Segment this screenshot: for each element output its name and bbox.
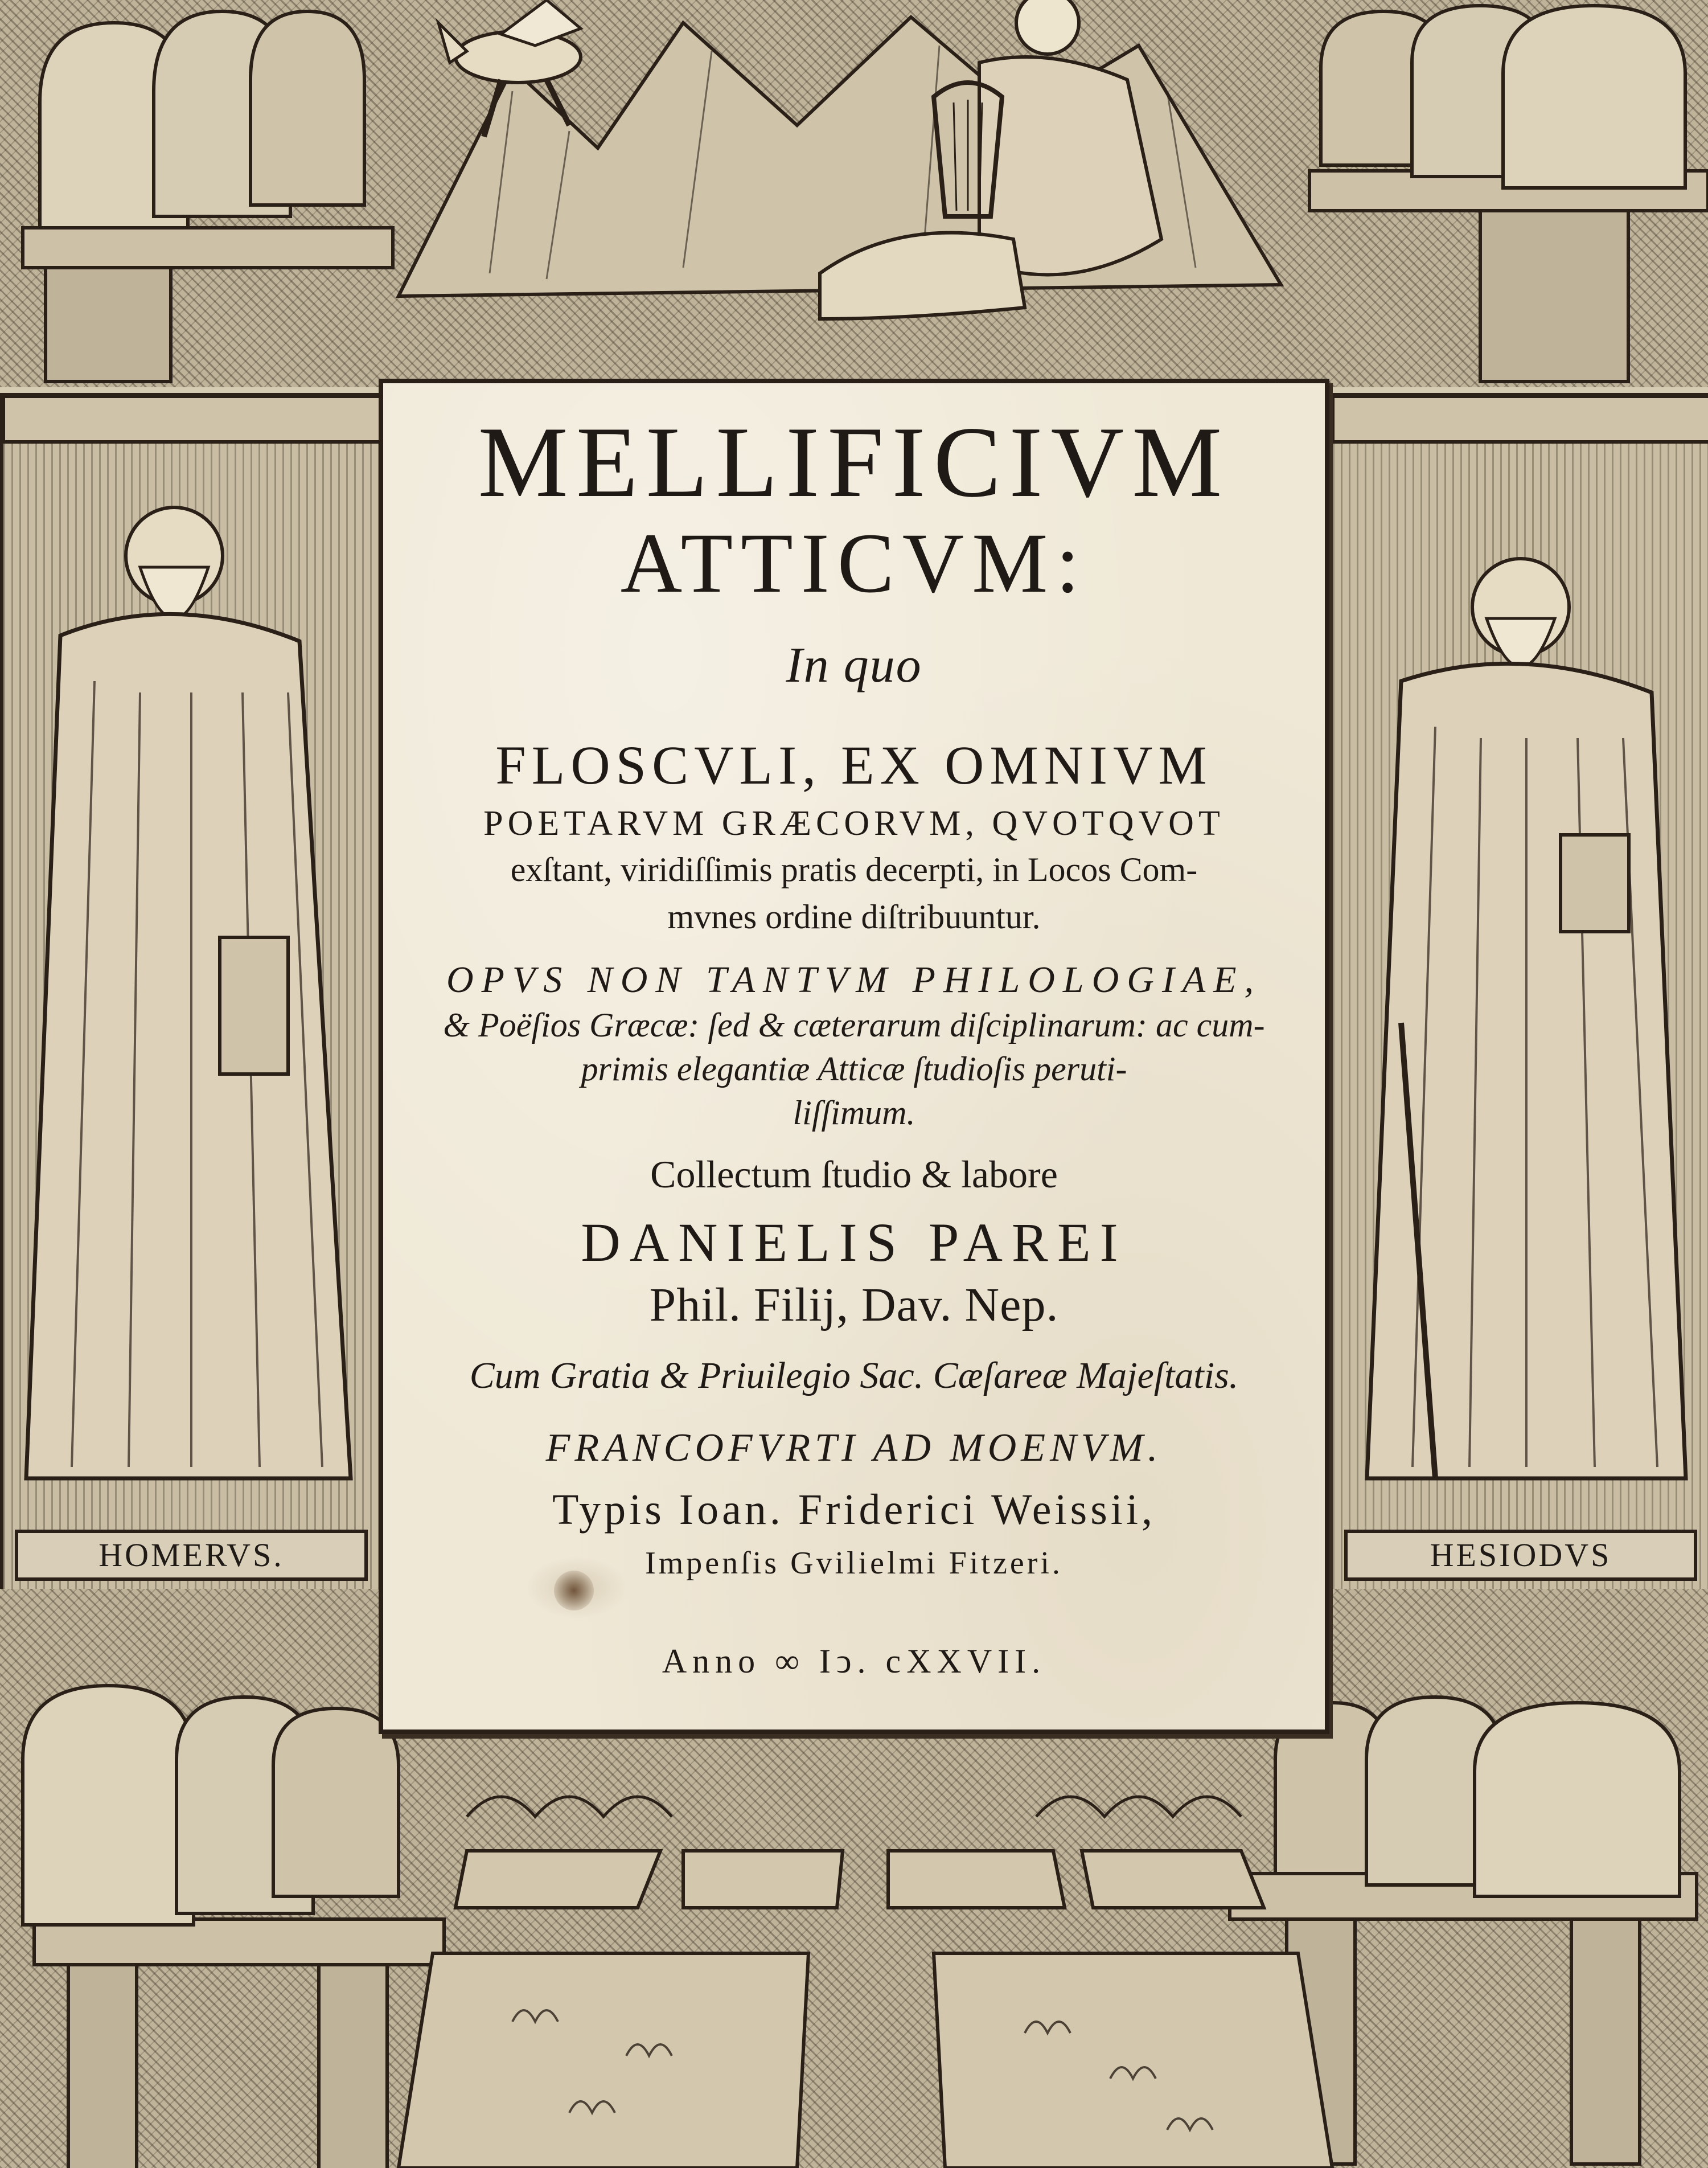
author-collectum: Collectum ſtudio & labore bbox=[650, 1153, 1058, 1196]
subtitle-munes: mvnes ordine diſtribuuntur. bbox=[667, 898, 1041, 936]
left-pillar bbox=[0, 393, 385, 1596]
imprint-place: FRANCOFVRTI AD MOENVM. bbox=[545, 1426, 1163, 1470]
hesiod-label: HESIODVS bbox=[1344, 1530, 1697, 1581]
author-lineage: Phil. Filij, Dav. Nep. bbox=[649, 1278, 1059, 1331]
title-line-2: ATTICVM: bbox=[620, 516, 1088, 610]
imprint-publisher: Impenſis Gvilielmi Fitzeri. bbox=[645, 1546, 1063, 1581]
description-lissimum: liſſimum. bbox=[793, 1094, 915, 1132]
description-poesios: & Poëſios Græcæ: ſed & cæterarum diſciplinarum: ac cum- bbox=[443, 1006, 1265, 1044]
title-line-1: MELLIFICIVM bbox=[478, 405, 1230, 518]
description-primis: primis elegantiæ Atticæ ſtudioſis peruti- bbox=[581, 1050, 1127, 1088]
subtitle-poetarum: POETARVM GRÆCORVM, QVOTQVOT bbox=[483, 804, 1225, 843]
privilege-line: Cum Gratia & Priuilegio Sac. Cæſareæ Majeſtatis. bbox=[469, 1355, 1239, 1396]
right-pillar bbox=[1329, 393, 1708, 1596]
in-quo: In quo bbox=[786, 638, 922, 693]
hesiod-figure-icon bbox=[1333, 396, 1708, 1592]
author-name: DANIELIS PAREI bbox=[581, 1212, 1127, 1273]
top-engraving-parnassus bbox=[0, 0, 1708, 387]
description-opus: OPVS NON TANTVM PHILOLOGIAE, bbox=[446, 959, 1262, 1001]
parnassus-illustration bbox=[0, 0, 1708, 387]
imprint-date: Anno ∞ Iↄ. cXXVII. bbox=[662, 1642, 1046, 1680]
beehives-top-right-icon bbox=[1309, 6, 1708, 382]
homer-label: HOMERVS. bbox=[15, 1530, 368, 1581]
beehives-top-left-icon bbox=[23, 11, 393, 382]
homer-figure-icon bbox=[3, 396, 382, 1592]
subtitle-exstant: exſtant, viridiſſimis pratis decerpti, in Locos Com- bbox=[510, 851, 1198, 888]
foxing-stain bbox=[525, 1556, 628, 1619]
subtitle-flosculi: FLOSCVLI, EX OMNIVM bbox=[495, 735, 1213, 796]
imprint-printer: Typis Ioan. Friderici Weissii, bbox=[552, 1486, 1156, 1534]
title-cartouche bbox=[379, 379, 1329, 1734]
beehives-bottom-left-icon bbox=[23, 1686, 444, 2168]
garden-beds-icon bbox=[399, 1851, 1332, 2168]
